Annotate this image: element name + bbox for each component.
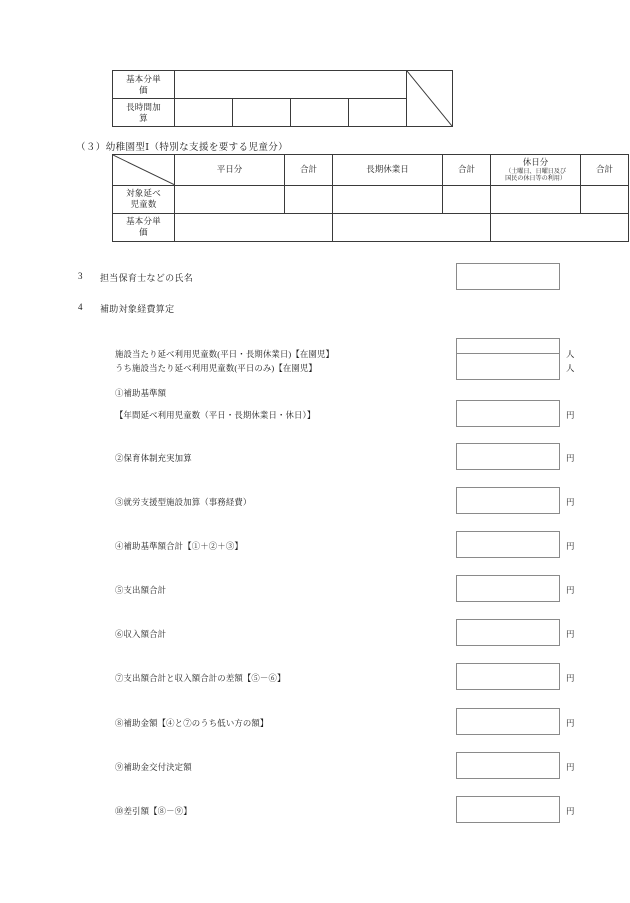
carryover-table <box>112 70 453 127</box>
table-row <box>113 213 629 241</box>
calc-item-12-input[interactable] <box>456 796 560 823</box>
item-4-index: 4 <box>78 302 83 312</box>
label-line-2: 算 <box>139 112 148 123</box>
header-text: 合計 <box>299 164 317 175</box>
calc-item-8-unit: 円 <box>566 630 575 639</box>
header-text: 合計 <box>595 164 613 175</box>
header-text: 休日分 <box>522 157 549 167</box>
chojikan-cell-3[interactable] <box>291 99 349 127</box>
calc-item-3-input[interactable] <box>456 400 560 427</box>
label-line-1: 基本分単 <box>126 216 161 227</box>
calc-item-9-label: ⑦支出額合計と収入額合計の差額【⑤－⑥】 <box>115 674 286 683</box>
header-text: 合計 <box>457 164 475 175</box>
calc-item-0-unit: 人 <box>566 350 575 359</box>
chojikan-cell-1[interactable] <box>175 99 233 127</box>
calc-item-7-label: ⑤支出額合計 <box>115 586 167 595</box>
table-row <box>113 99 453 127</box>
header-heijitsubun <box>175 155 285 186</box>
header-note-line-1: （土曜日、日曜日及び <box>505 167 566 175</box>
header-corner-diagonal <box>113 155 175 186</box>
diagonal-slash-icon <box>407 71 452 126</box>
tanka-heijitsubun-merged-cell[interactable] <box>175 213 333 241</box>
calc-item-5-unit: 円 <box>566 498 575 507</box>
calc-item-10-unit: 円 <box>566 719 575 728</box>
chojikan-cell-4[interactable] <box>349 99 407 127</box>
calc-item-1-unit: 人 <box>566 364 575 373</box>
header-goukei-3 <box>581 155 629 186</box>
calc-item-7-unit: 円 <box>566 586 575 595</box>
taisho-goukei-2-cell[interactable] <box>443 185 491 213</box>
taisho-goukei-3-cell[interactable] <box>581 185 629 213</box>
row-label-kihonbun-tanka <box>113 71 175 99</box>
calc-item-4-label: ②保育体制充実加算 <box>115 454 192 463</box>
tanka-kyujitsubun-merged-cell[interactable] <box>491 213 629 241</box>
calc-item-3-label: 【年間延べ利用児童数（平日・長期休業日・休日）】 <box>115 411 316 420</box>
taisho-heijitsubun-cell[interactable] <box>175 185 285 213</box>
row-label-taisho-nobe-jidosu <box>113 185 175 213</box>
calc-item-8-label: ⑥収入額合計 <box>115 630 167 639</box>
calc-item-1-input[interactable] <box>456 353 560 380</box>
calc-item-9-unit: 円 <box>566 674 575 683</box>
chojikan-cell-2[interactable] <box>233 99 291 127</box>
table-header-row <box>113 155 629 186</box>
calc-item-5-label: ③就労支援型施設加算（事務経費） <box>115 498 252 507</box>
label-line-2: 児童数 <box>130 199 157 209</box>
header-goukei-1 <box>285 155 333 186</box>
row-label-chojikan-kasan <box>113 99 175 127</box>
calc-item-4-unit: 円 <box>566 454 575 463</box>
table-row <box>113 185 629 213</box>
calc-item-0-label: 施設当たり延べ利用児童数(平日・長期休業日)【在園児】 <box>115 350 335 359</box>
diagonal-slash-icon <box>113 155 174 185</box>
calc-item-10-input[interactable] <box>456 708 560 735</box>
calc-item-6-input[interactable] <box>456 531 560 558</box>
item-4-label: 補助対象経費算定 <box>100 304 175 314</box>
tanka-chokikyugyobi-merged-cell[interactable] <box>333 213 491 241</box>
calc-item-11-input[interactable] <box>456 752 560 779</box>
calc-item-4-input[interactable] <box>456 443 560 470</box>
calc-item-5-input[interactable] <box>456 487 560 514</box>
header-goukei-2 <box>443 155 491 186</box>
header-text: 平日分 <box>216 164 243 175</box>
section-3-heading: （３）幼稚園型Ⅰ（特別な支援を要する児童分） <box>76 143 289 153</box>
item-3-label: 担当保育士などの氏名 <box>100 273 194 283</box>
section-3-table <box>112 154 629 242</box>
calc-item-11-label: ⑨補助金交付決定額 <box>115 763 192 772</box>
calc-item-6-label: ④補助基準額合計【①＋②＋③】 <box>115 542 243 551</box>
row-label-kihonbun-tanka-s3 <box>113 213 175 241</box>
calc-item-12-label: ⑩差引額【⑧－⑨】 <box>115 807 192 816</box>
calc-item-7-input[interactable] <box>456 575 560 602</box>
calc-item-11-unit: 円 <box>566 763 575 772</box>
calc-item-1-label: うち施設当たり延べ利用児童数(平日のみ)【在園児】 <box>115 364 317 373</box>
item-3-index: 3 <box>78 271 83 281</box>
header-kyujitsubun <box>491 155 581 186</box>
calc-item-12-unit: 円 <box>566 807 575 816</box>
taisho-goukei-1-cell[interactable] <box>285 185 333 213</box>
taisho-chokikyugyobi-cell[interactable] <box>333 185 443 213</box>
label-line-1: 基本分単 <box>126 73 161 84</box>
header-note-line-2: 国民の休日等の利用） <box>505 175 566 183</box>
header-text: 長期休業日 <box>366 164 409 175</box>
calc-item-8-input[interactable] <box>456 619 560 646</box>
calc-item-6-unit: 円 <box>566 542 575 551</box>
header-chokikyugyobi <box>333 155 443 186</box>
calc-item-2-label: ①補助基準額 <box>115 389 167 398</box>
calc-item-9-input[interactable] <box>456 663 560 690</box>
label-line-1: 対象延べ <box>126 188 161 199</box>
table-row <box>113 71 453 99</box>
taisho-kyujitsubun-cell[interactable] <box>491 185 581 213</box>
hoikushi-name-input[interactable] <box>456 263 560 290</box>
calc-item-3-unit: 円 <box>566 411 575 420</box>
label-line-1: 長時間加 <box>126 101 161 112</box>
label-line-2: 価 <box>139 227 148 237</box>
diagonal-blocked-cell <box>407 71 453 127</box>
calc-item-10-label: ⑧補助金額【④と⑦のうち低い方の額】 <box>115 719 269 728</box>
label-line-2: 価 <box>139 84 148 95</box>
kihonbun-tanka-value-cell[interactable] <box>175 71 407 99</box>
